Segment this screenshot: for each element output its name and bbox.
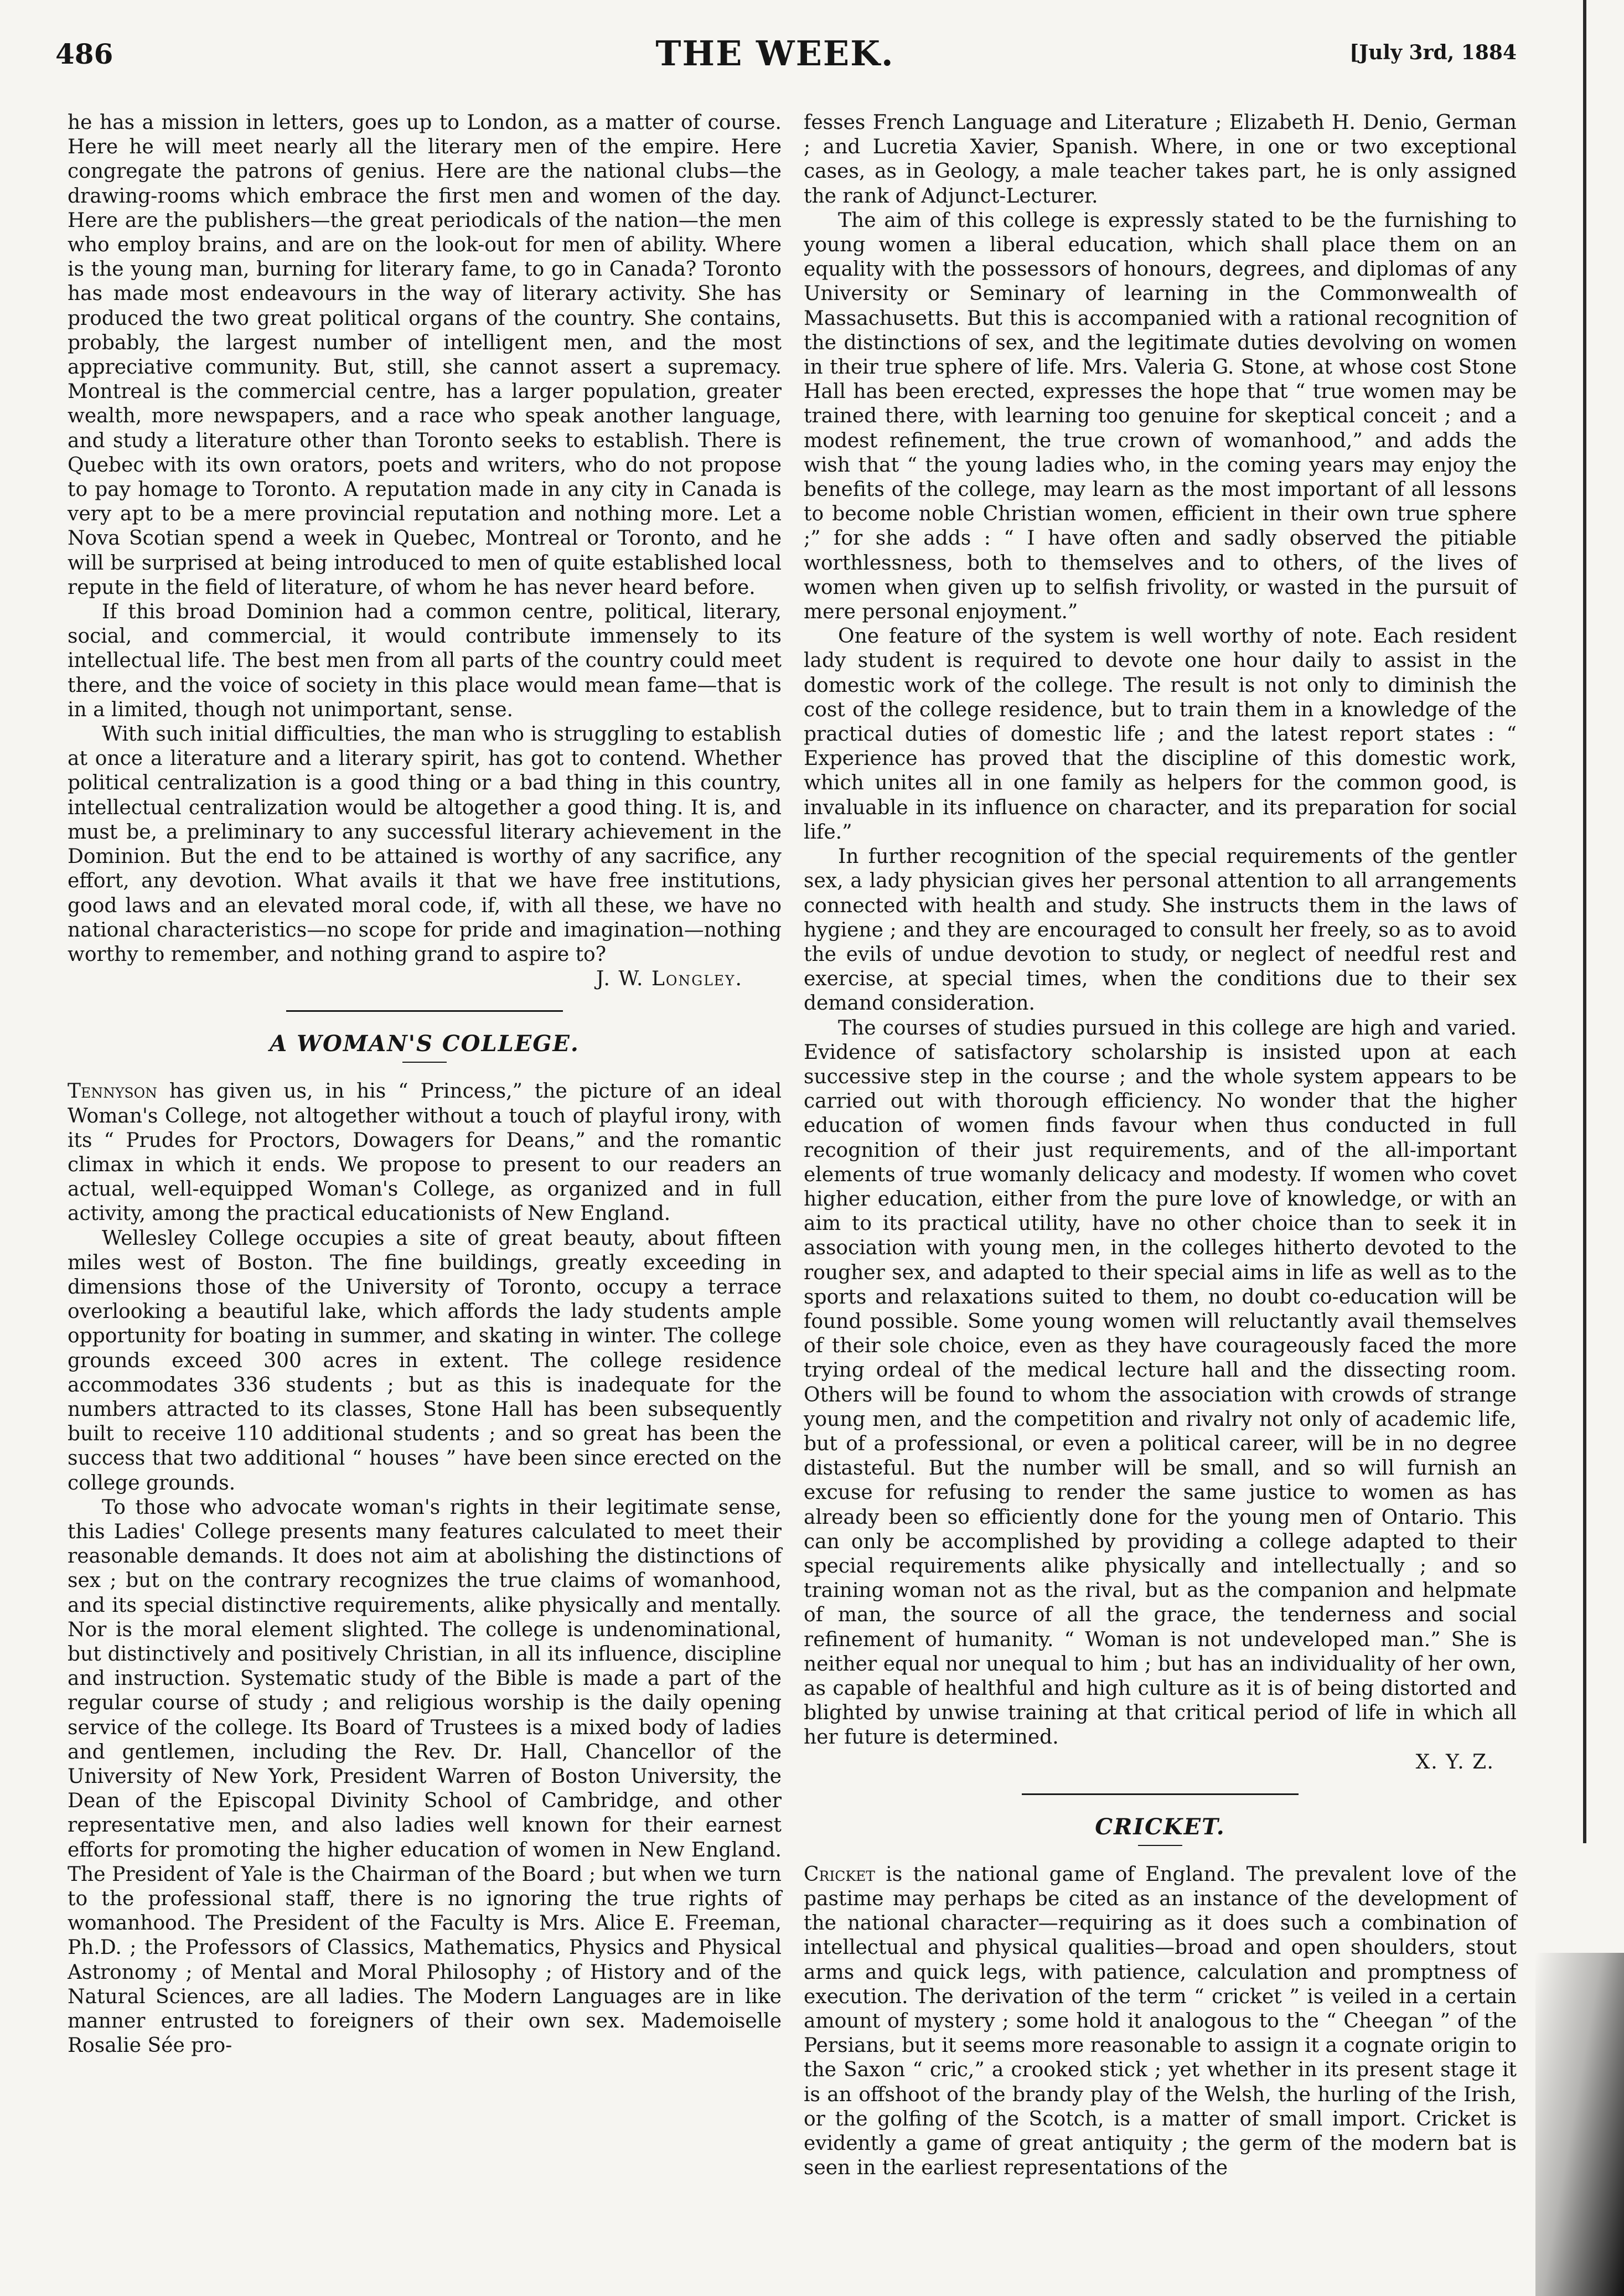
lead-word: Cricket [804,1863,875,1886]
right-column [804,111,1517,2180]
masthead: THE WEEK. [655,33,894,74]
article-paragraph: One feature of the system is well worthy of note. Each resident lady student is required to devote one hour daily to assist in the domestic work of the college. The result is not only to diminish the cost of the college residence, but to train them in a knowledge of the practical duties of domestic life ; and the latest report states : “ Experience has proved that the discipline of this domestic work, which unites all in one family as helpers for the common good, is invaluable in its influence on character, and its preparation for social life.” [804,625,1517,844]
section-title-cricket: CRICKET. [1095,1813,1225,1840]
page-number: 486 [55,38,113,70]
lead-word: Tennyson [68,1080,158,1103]
page-header [33,33,1517,77]
title-underline [402,1062,447,1063]
article-paragraph: In further recognition of the special requirements of the gentler sex, a lady physician gives her personal attention to all arrangements connected with health and study. She instructs them in the laws of hygiene ; and they are encouraged to consult her freely, so as to avoid the evils of undue devotion to study, or neglect of needful rest and exercise, at special times, when the conditions due to their sex demand consideration. [804,845,1517,1015]
article-paragraph: The aim of this college is expressly stated to be the furnishing to young women a liberal education, which shall place them on an equality with the possessors of honours, degrees, and diplomas of any University or Seminary of learning in the Commonwealth of Massachusetts. But this is accompanied with a rational recognition of the distinctions of sex, and the legitimate duties devolving on women in their true sphere of life. Mrs. Valeria G. Stone, at whose cost Stone Hall has been erected, expresses the hope that “ true women may be trained there, with learning too genuine for skeptical conceit ; and a modest refinement, the true crown of womanhood,” and adds the wish that “ the young ladies who, in the coming years may enjoy the benefits of the college, may learn as the most important of all lessons to become noble Christian women, efficient in their own true sphere ;” for she adds : “ I have often and sadly observed the pitiable worthlessness, both to themselves and to others, of the lives of women when given up to selfish frivolity, or wasted in the pursuit of mere personal enjoyment.” [804,209,1517,624]
article-continued-paragraph: fesses French Language and Literature ; Elizabeth H. Denio, German ; and Lucretia Xavier, Spanish. Where, in one or two exceptional cases, as in Geology, a male teacher takes part, he is only assigned the rank of Adjunct-Lecturer. [804,111,1517,208]
signature-line [804,1750,1517,1775]
article-paragraph: Wellesley College occupies a site of great beauty, about fifteen miles west of Boston. The fine buildings, greatly exceeding in dimensions those of the University of Toronto, occupy a terrace overlooking a beautiful lake, which affords the lady students ample opportunity for boating in summer, and skating in winter. The college grounds exceed 300 acres in extent. The college residence accommodates 336 students ; but as this is inadequate for the numbers attracted to its classes, Stone Hall has been subsequently built to receive 110 additional students ; and so great has been the success that two additional “ houses ” have been since erected on the college grounds. [68,1227,782,1495]
section-divider [286,1010,563,1012]
scan-shadow [1535,1953,1624,2296]
left-column [68,111,782,2058]
article-paragraph: If this broad Dominion had a common centre, political, literary, social, and commercial, it would contribute immensely to its intellectual life. The best men from all parts of the country could meet there, and the voice of society in this place would mean fame—that is in a limited, though not unimportant, sense. [68,601,782,721]
article-paragraph [68,1079,782,1226]
article-paragraph [804,1863,1517,2181]
article-paragraph: To those who advocate woman's rights in their legitimate sense, this Ladies' College presents many features calculated to meet their reasonable demands. It does not aim at abolishing the distinctions of sex ; but on the contrary recognizes the true claims of womanhood, and its special distinctive requirements, alike physically and mentally. Nor is the moral element slighted. The college is undenominational, but distinctively and positively Christian, in all its influence, discipline and instruction. Systematic study of the Bible is made a part of the regular course of study ; and religious worship is the daily opening service of the college. Its Board of Trustees is a mixed body of ladies and gentlemen, including the Rev. Dr. Hall, Chancellor of the University of New York, President Warren of Boston University, the Dean of the Episcopal Divinity School of Cambridge, and other representative men, and also ladies well known for their earnest efforts for promoting the higher education of women in New England. The President of Yale is the Chairman of the Board ; but when we turn to the professional staff, there is no ignoring the true rights of womanhood. The President of the Faculty is Mrs. Alice E. Freeman, Ph.D. ; the Professors of Classics, Mathematics, Physics and Physical Astronomy ; of Mental and Moral Philosophy ; of History and of the Natural Sciences, are all ladies. The Modern Languages are in like manner entrusted to foreigners of their own sex. Mademoiselle Rosalie Sée pro- [68,1496,782,2057]
section-divider [1022,1793,1299,1795]
author-signature: X. Y. Z. [1415,1750,1494,1773]
paragraph-text: is the national game of England. The prevalent love of the pastime may perhaps be cited as an instance of the development of the national character—requiring as it does such a combination of intellectual and physical qualities—broad and open shoulders, stout arms and quick legs, with patience, calculation and promptness of execution. The derivation of the term “ cricket ” is veiled in a certain amount of mystery ; some hold it analogous to the “ Cheegan ” of the Persians, but it seems more reasonable to assign it a cognate origin to the Saxon “ cric,” a crooked stick ; yet whether in its present stage it is an offshoot of the brandy play of the Welsh, the hurling of the Irish, or the golfing of the Scotch, is a matter of small import. Cricket is evidently a game of great antiquity ; the germ of the modern bat is seen in the earliest representations of the [804,1863,1517,2180]
section-title-womans-college: A WOMAN'S COLLEGE. [270,1031,580,1057]
title-underline [1138,1845,1182,1846]
article-paragraph: With such initial difficulties, the man who is struggling to establish at once a literature and a literary spirit, has got to contend. Whether political centralization is a good thing or a bad thing in this country, intellectual centralization would be altogether a good thing. It is, and must be, a preliminary to any successful literary achievement in the Dominion. But the end to be attained is worthy of any sacrifice, any effort, any devotion. What avails it that we have free institutions, good laws and an elevated moral code, if, with all these, we have no national characteristics—no scope for pride and imagination—nothing worthy to remember, and nothing grand to aspire to? [68,723,782,966]
author-signature: J. W. Longley. [596,968,743,991]
article-continued-paragraph: he has a mission in letters, goes up to London, as a matter of course. Here he will meet nearly all the literary men of the empire. Here congregate the patrons of genius. Here are the national clubs—the drawing-rooms which embrace the first men and women of the day. Here are the publishers—the great periodicals of the nation—the men who employ brains, and are on the look-out for men of ability. Where is the young man, burning for literary fame, to go in Canada? Toronto has made most endeavours in the way of literary activity. She has produced the two great political organs of the country. She contains, probably, the largest number of intelligent men, and the most appreciative community. But, still, she cannot assert a supremacy. Montreal is the commercial centre, has a larger population, greater wealth, more newspapers, and a race who speak another language, and study a literature other than Toronto seeks to establish. There is Quebec with its own orators, poets and writers, who do not propose to pay homage to Toronto. A reputation made in any city in Canada is very apt to be a mere provincial reputation and nothing more. Let a Nova Scotian spend a week in Quebec, Montreal or Toronto, and he will be surprised at being introduced to men of quite established local repute in the field of literature, of whom he has never heard before. [68,111,782,599]
issue-date: [July 3rd, 1884 [1349,41,1517,64]
page-edge-line [1583,0,1586,1843]
article-paragraph: The courses of studies pursued in this college are high and varied. Evidence of satisfactory scholarship is insisted upon at each successive step in the course ; and the whole system appears to be carried out with thorough efficiency. No wonder that the higher education of women finds favour when thus conducted in full recognition of their just requirements, and of the all-important elements of true womanly delicacy and modesty. If women who covet higher education, either from the pure love of knowledge, or with an aim to its practical utility, have no other choice than to seek it in association with young men, in the colleges hitherto devoted to the rougher sex, and adapted to their special aims in life as well as to the sports and relaxations suited to them, no doubt co-education will be found possible. Some young women will reluctantly avail themselves of their sole choice, even as they have courageously faced the more trying ordeal of the medical lecture hall and the dissecting room. Others will be found to whom the association with crowds of strange young men, and the competition and rivalry not only of academic life, but of a professional, or even a political career, will be in no degree distasteful. But the number will be small, and so will furnish an excuse for refusing to render the same justice to women as has already been so efficiently done for the young men of Ontario. This can only be accomplished by providing a college adapted to their special requirements alike physically and intellectually ; and so training woman not as the rival, but as the companion and helpmate of man, the source of all the grace, the tenderness and social refinement of humanity. “ Woman is not undeveloped man.” She is neither equal nor unequal to him ; but has an individuality of her own, as capable of healthful and high culture as it is of being distorted and blighted by unwise training at that critical period of life in which all her future is determined. [804,1016,1517,1749]
paragraph-text: has given us, in his “ Princess,” the picture of an ideal Woman's College, not altogether without a touch of playful irony, with its “ Prudes for Proctors, Dowagers for Deans,” and the romantic climax in which it ends. We propose to present to our readers an actual, well-equipped Woman's College, as organized and in full activity, among the practical educationists of New England. [68,1080,782,1225]
